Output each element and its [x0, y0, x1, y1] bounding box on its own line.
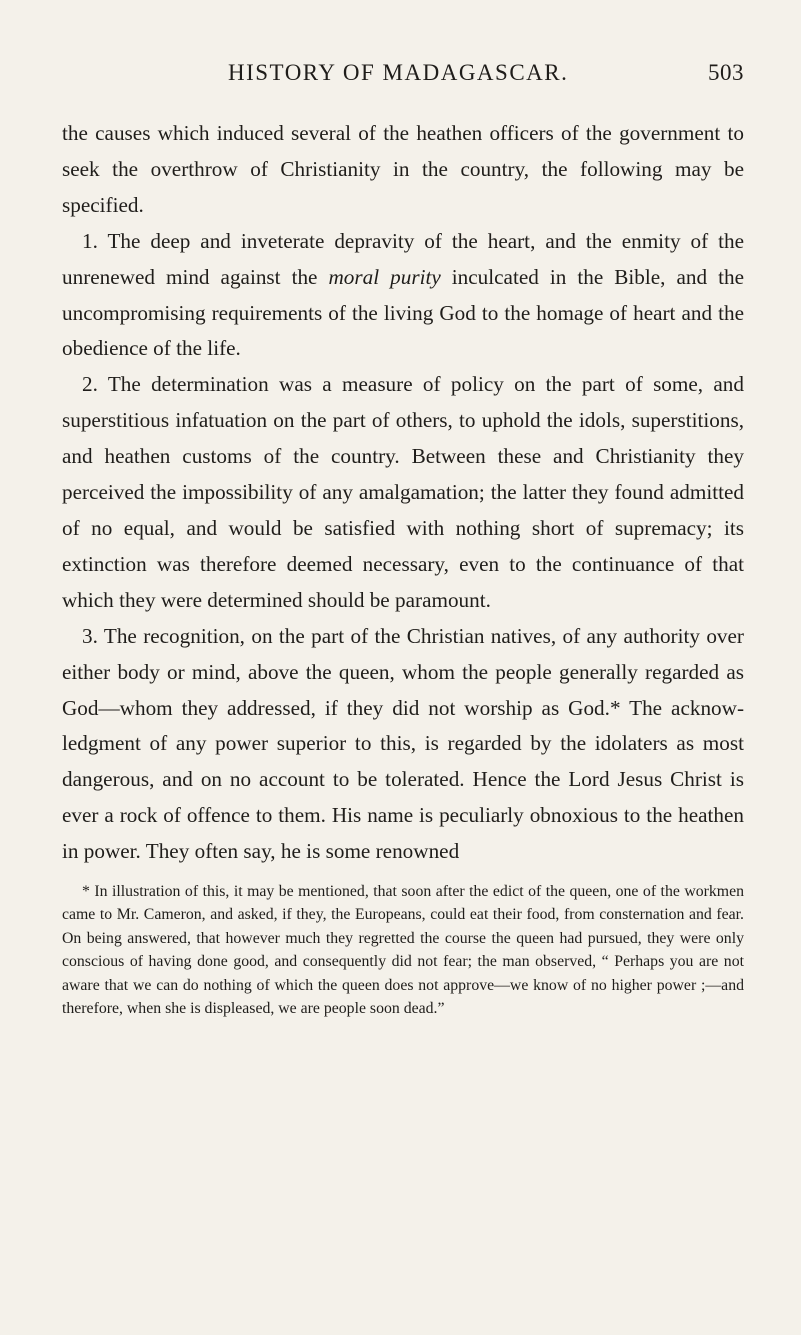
running-header	[62, 56, 744, 92]
running-title: HISTORY OF MADAGASCAR.	[228, 60, 569, 85]
footnote-text: * In illustration of this, it may be mentioned, that soon after the edict of the queen, one of the workmen came to Mr. Cameron, and asked, if they, the Europeans, could eat their food, from consternation and fear. On being answered, that however much they regretted the course the queen had pursued, they were only conscious of having done good, and consequently did not fear; the man observed, “ Perhaps you are not aware that we can do nothing of which the queen does not approve—we know of no higher power ;—and therefore, when she is displeased, we are people soon dead.”	[62, 883, 744, 1018]
footnote	[62, 880, 744, 1020]
intro-paragraph: the causes which induced several of the heathen officers of the government to seek the overthrow of Christianity in the country, the following may be specified.	[62, 121, 744, 217]
body-text	[62, 116, 744, 870]
point-1-text-end: inculcated in the Bible, and the uncompromising requirements of the living God to the homage of heart and the obedience of the life.	[62, 264, 744, 361]
point-2-paragraph: 2. The determination was a measure of policy on the part of some, and superstitious infatuation on the part of others, to uphold the idols, superstitions, and heathen customs of the country. Between these and Christianity they perceived the impossibility of any amalgamation; the latter they found admitted of no equal, and would be satisfied with nothing short of supremacy; its extinction was therefore deemed necessary, even to the continuance of that which they were determined should be paramount.	[62, 372, 744, 612]
point-1-text-start: 1. The deep and inveterate depravity of the heart, and the enmity of the unrenewed mind against the	[62, 228, 744, 289]
point-1-italic-phrase: moral purity	[328, 264, 441, 289]
point-1-paragraph	[62, 224, 744, 368]
point-3-paragraph: 3. The recognition, on the part of the Christian natives, of any authority over either body or mind, above the queen, whom the people generally regarded as God—whom they addressed, if they did not worship as God.* The acknowledgment of any power superior to this, is regarded by the idolaters as most dangerous, and on no account to be tolerated. Hence the Lord Jesus Christ is ever a rock of offence to them. His name is peculiarly obnoxious to the heathen in power. They often say, he is some renowned	[62, 623, 744, 864]
book-page	[62, 56, 744, 1020]
page-number: 503	[708, 60, 744, 85]
